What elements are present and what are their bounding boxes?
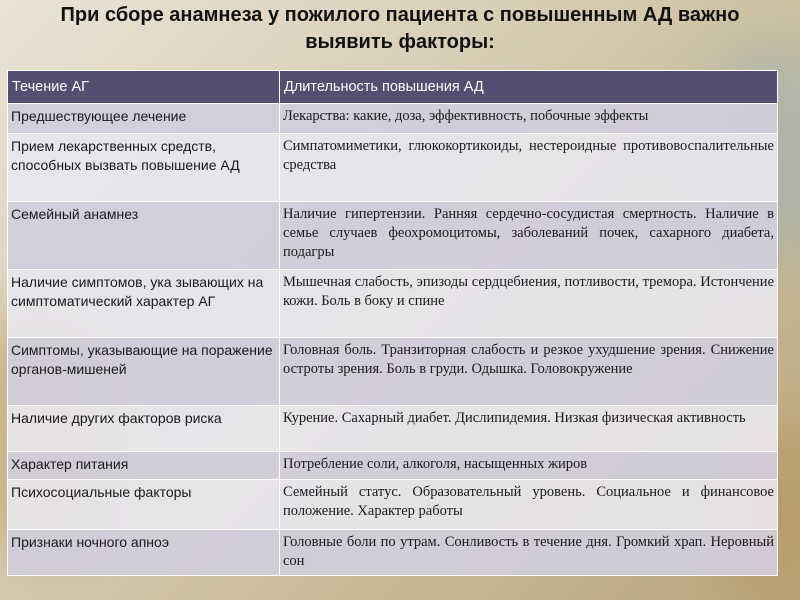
factor-cell: Семейный анамнез bbox=[8, 202, 280, 270]
factor-cell: Характер питания bbox=[8, 452, 280, 480]
table-row bbox=[8, 338, 778, 406]
details-cell: Курение. Сахарный диабет. Дислипидемия. Низкая физическая активность bbox=[280, 406, 778, 452]
details-cell: Головные боли по утрам. Сонливость в течение дня. Громкий храп. Неровный сон bbox=[280, 530, 778, 576]
factor-cell: Признаки ночного апноэ bbox=[8, 530, 280, 576]
table-header-row bbox=[8, 71, 778, 104]
header-cell: Длительность повышения АД bbox=[280, 71, 778, 104]
details-cell: Наличие гипертензии. Ранняя сердечно-сосудистая смертность. Наличие в семье случаев феохромоцитомы, заболеваний почек, сахарного диабета, подагры bbox=[280, 202, 778, 270]
details-cell: Лекарства: какие, доза, эффективность, побочные эффекты bbox=[280, 104, 778, 134]
table-row bbox=[8, 270, 778, 338]
header-cell: Течение АГ bbox=[8, 71, 280, 104]
factor-cell: Предшествующее лечение bbox=[8, 104, 280, 134]
details-cell: Симпатомиметики, глюкокортикоиды, нестероидные противовоспалительные средства bbox=[280, 134, 778, 202]
factor-cell: Наличие симптомов, ука зывающих на симптоматический характер АГ bbox=[8, 270, 280, 338]
factor-cell: Психосоциальные факторы bbox=[8, 480, 280, 530]
details-cell: Мышечная слабость, эпизоды сердцебиения, потливости, тремора. Истончение кожи. Боль в боку и спине bbox=[280, 270, 778, 338]
table-row bbox=[8, 134, 778, 202]
table-row bbox=[8, 202, 778, 270]
table-row bbox=[8, 530, 778, 576]
table-row bbox=[8, 480, 778, 530]
factor-cell: Прием лекарственных средств, способных вызвать повышение АД bbox=[8, 134, 280, 202]
details-cell: Потребление соли, алкоголя, насыщенных жиров bbox=[280, 452, 778, 480]
factor-cell: Симптомы, указывающие на поражение органов-мишеней bbox=[8, 338, 280, 406]
details-cell: Семейный статус. Образовательный уровень. Социальное и финансовое положение. Характер работы bbox=[280, 480, 778, 530]
table-row bbox=[8, 452, 778, 480]
table-row bbox=[8, 406, 778, 452]
factor-cell: Наличие других факторов риска bbox=[8, 406, 280, 452]
details-cell: Головная боль. Транзиторная слабость и резкое ухудшение зрения. Снижение остроты зрения. Боль в груди. Одышка. Головокружение bbox=[280, 338, 778, 406]
slide-title: При сборе анамнеза у пожилого пациента с повышенным АД важно выявить факторы: bbox=[60, 4, 740, 53]
table-row bbox=[8, 104, 778, 134]
anamnesis-table bbox=[7, 70, 778, 576]
